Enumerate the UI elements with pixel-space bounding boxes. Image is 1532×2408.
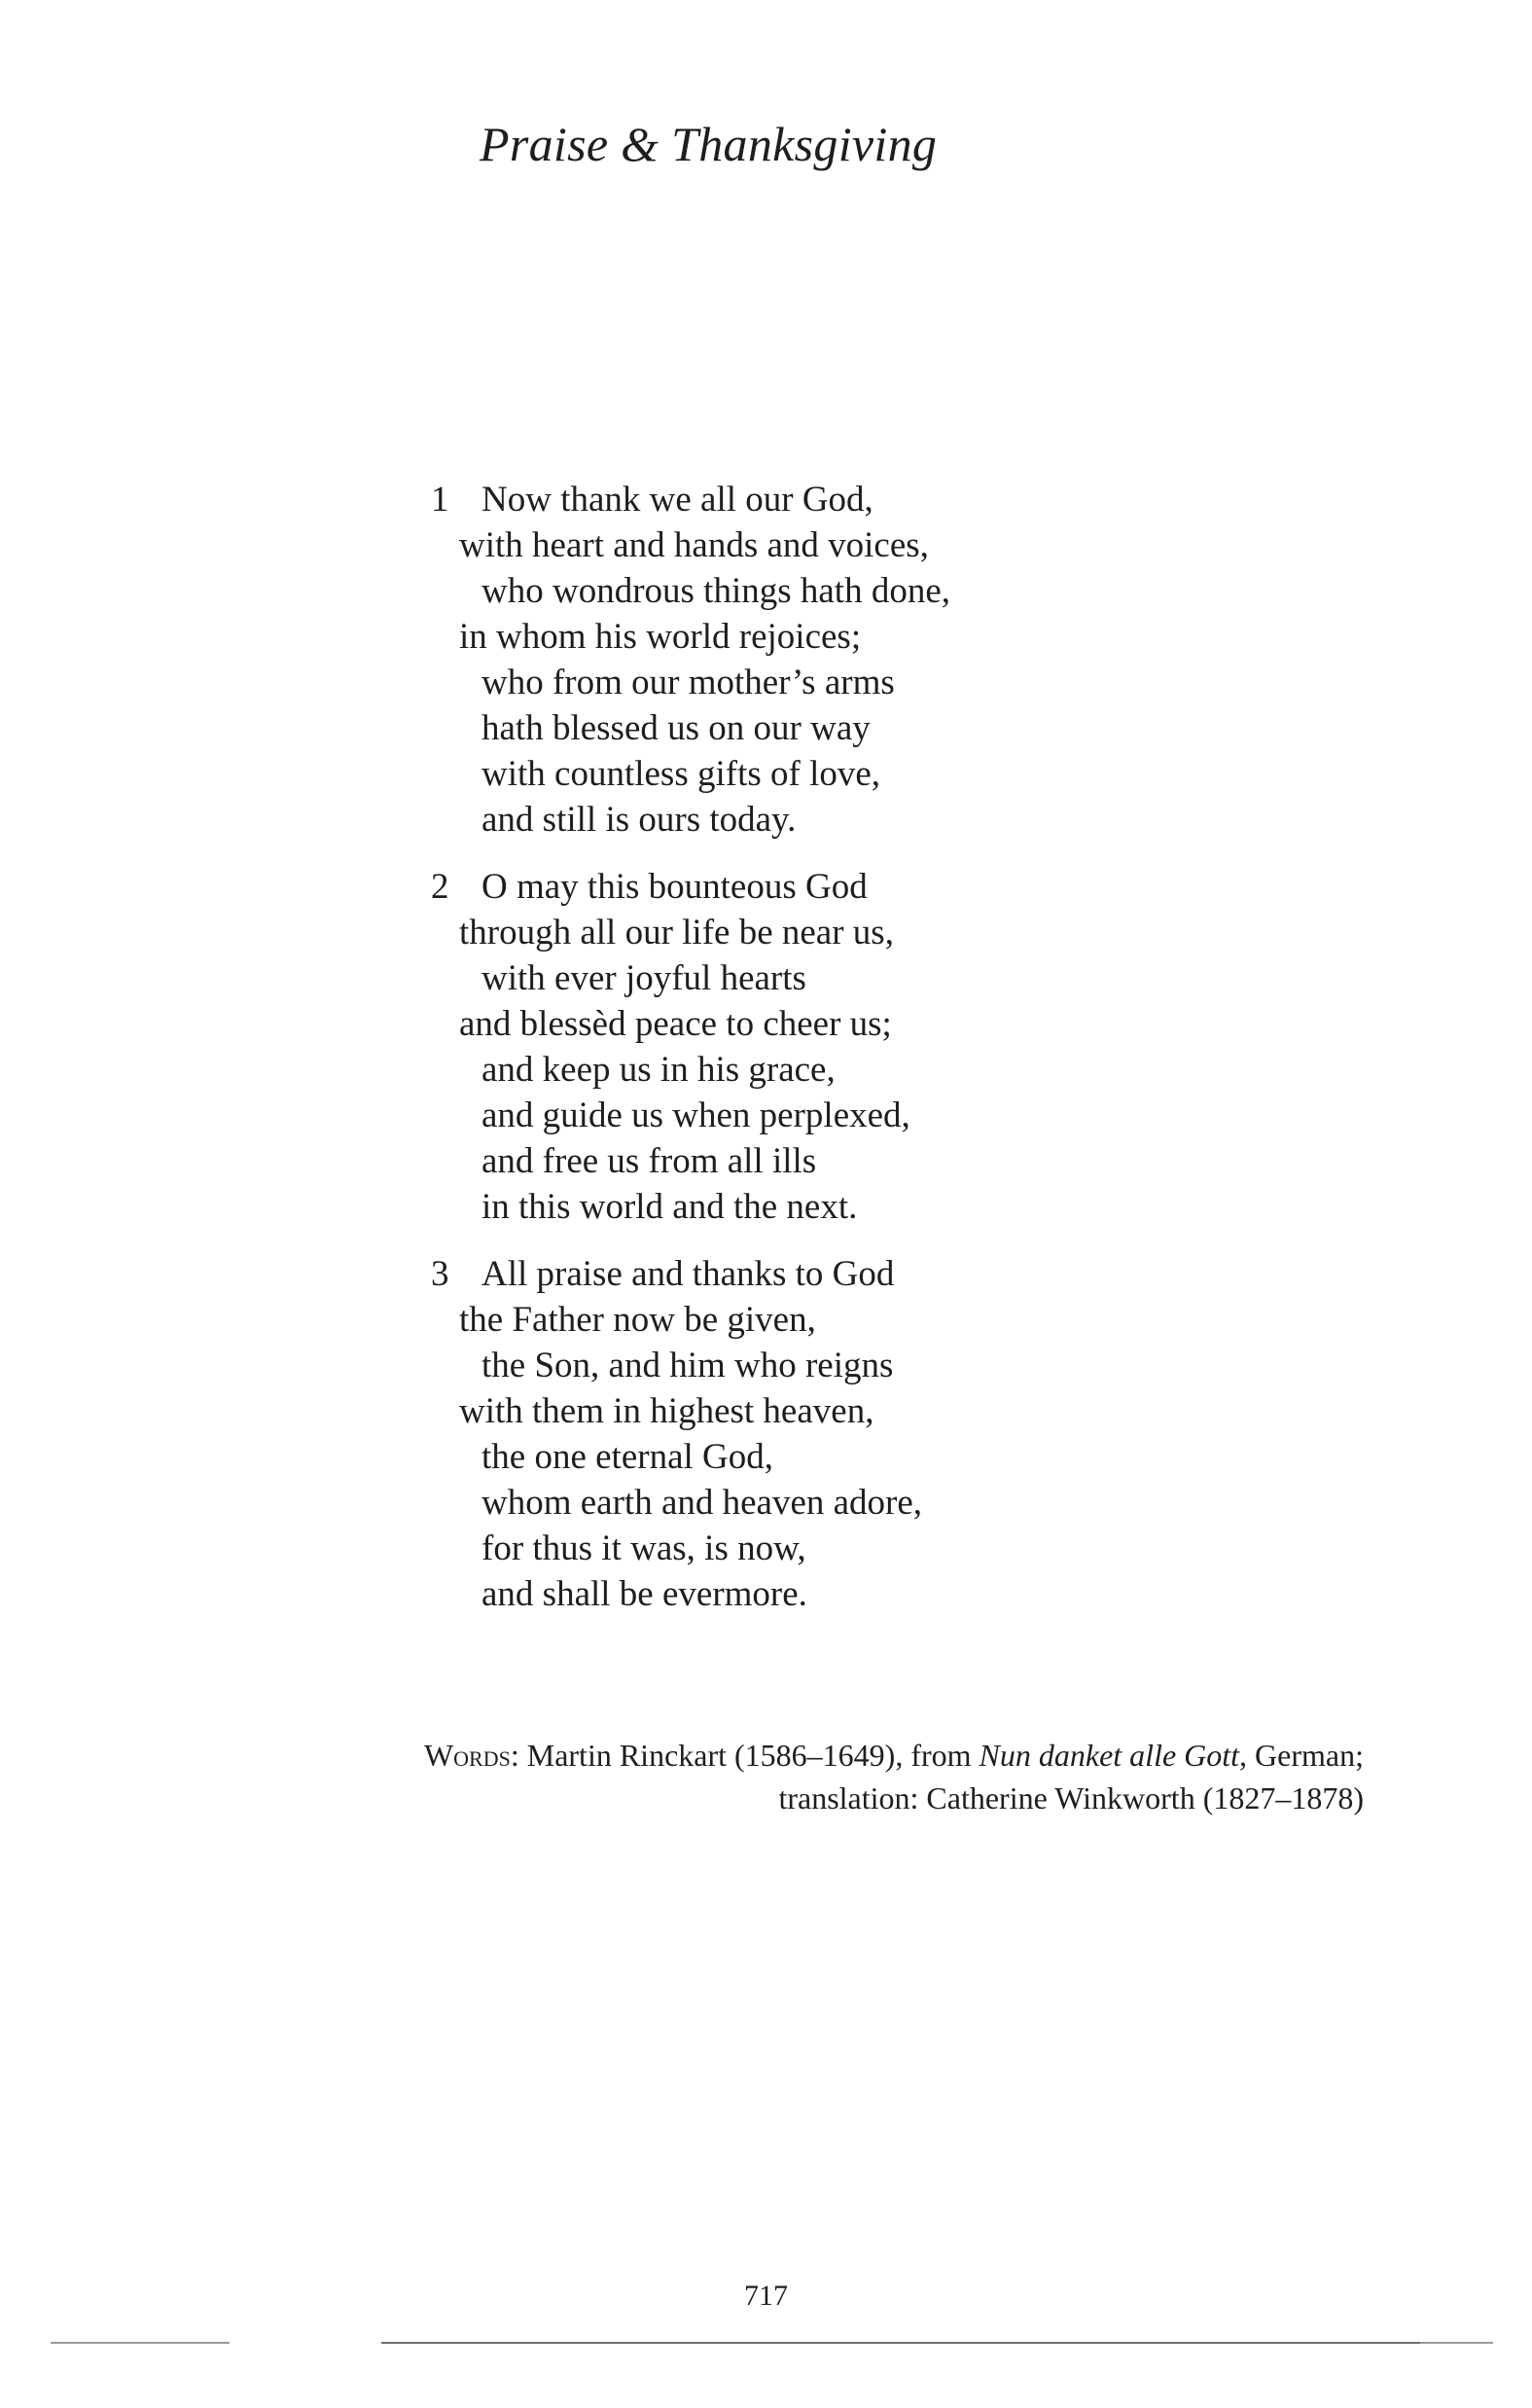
source-title: Nun danket alle Gott [979,1738,1240,1773]
verse-line: with them in highest heaven, [459,1391,874,1431]
page-title: Praise & Thanksgiving [480,117,938,171]
verse-2 [431,864,1112,1230]
footer-rule-left [51,2342,230,2344]
verse-line: with heart and hands and voices, [459,525,929,565]
verse-line: and still is ours today. [481,800,797,840]
footer-rule-right [1420,2342,1493,2344]
verse-line: hath blessed us on our way [481,708,871,748]
translation-credit: translation: Catherine Winkworth (1827–1878) [778,1780,1364,1815]
verse-lines [431,477,1112,843]
verse-number: 1 [431,480,449,520]
verse-line: and blessèd peace to cheer us; [459,1004,892,1044]
words-credit-language: , German; [1239,1738,1364,1773]
hymn-text [431,477,1112,1638]
verse-line: the Son, and him who reigns [481,1346,894,1385]
verse-line: for thus it was, is now, [481,1528,806,1568]
verse-number: 2 [431,867,449,907]
verse-line: O may this bounteous God [481,867,868,907]
words-credit [424,1734,1364,1777]
footer-rule [381,2342,1480,2344]
hymn-credits [424,1734,1364,1819]
verse-line: in whom his world rejoices; [459,617,862,657]
verse-line: with ever joyful hearts [481,958,806,998]
verse-line: All praise and thanks to God [481,1254,895,1294]
verse-line: and keep us in his grace, [481,1050,836,1090]
verse-3 [431,1251,1112,1617]
verse-line: with countless gifts of love, [481,754,881,794]
verse-line: whom earth and heaven adore, [481,1483,923,1523]
verse-1 [431,477,1112,843]
verse-line: Now thank we all our God, [481,480,873,520]
verse-line: who wondrous things hath done, [481,571,950,611]
verse-line: in this world and the next. [481,1187,858,1227]
page-number: 717 [744,2280,788,2312]
verse-line: and free us from all ills [481,1141,817,1181]
verse-line: and shall be evermore. [481,1574,807,1614]
verse-line: who from our mother’s arms [481,663,895,702]
verse-line: the one eternal God, [481,1437,773,1477]
words-label: Words [423,1738,511,1773]
verse-line: the Father now be given, [459,1300,816,1340]
verse-line: through all our life be near us, [459,913,894,952]
verse-lines [431,1251,1112,1617]
verse-line: and guide us when perplexed, [481,1096,910,1135]
verse-number: 3 [431,1254,449,1294]
words-credit-text: : Martin Rinckart (1586–1649), from [510,1738,980,1773]
verse-lines [431,864,1112,1230]
